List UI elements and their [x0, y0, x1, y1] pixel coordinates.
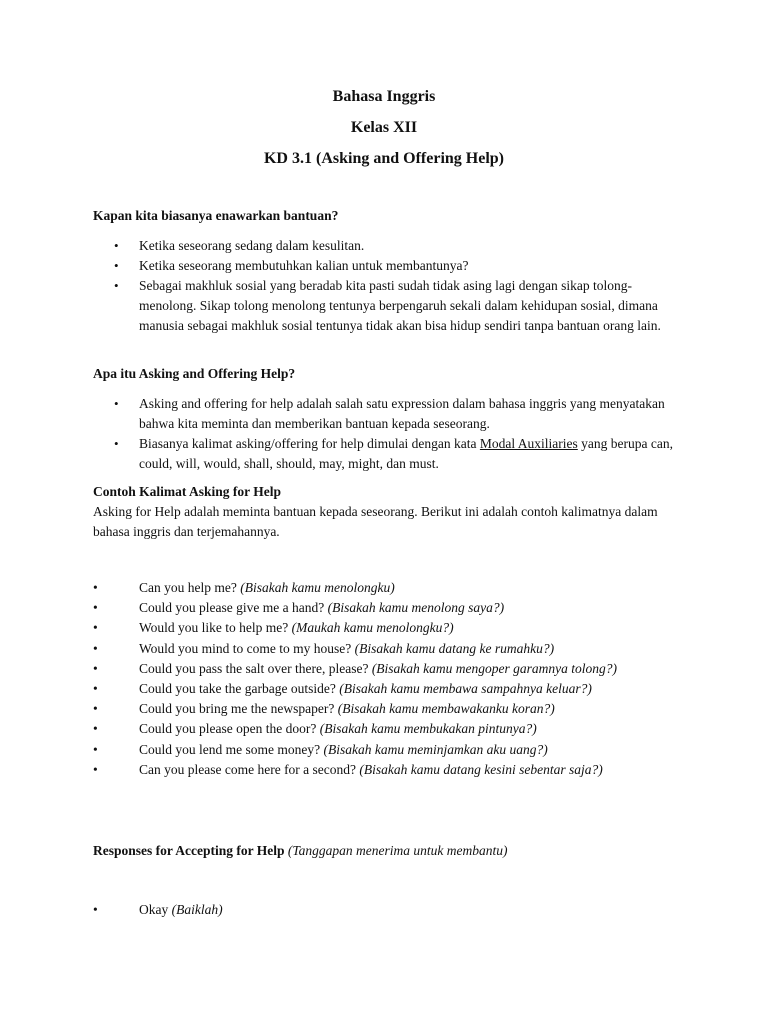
example-item: [93, 760, 673, 780]
example-item: [93, 618, 673, 638]
responses-block: [93, 900, 673, 920]
doc-title-subject: Bahasa Inggris: [332, 88, 436, 105]
section-what-is-asking-offering: [93, 364, 673, 474]
section-heading: Responses for Accepting for Help: [93, 843, 285, 858]
section-asking-examples: [93, 482, 673, 542]
example-item: [93, 679, 673, 699]
list-item: • Asking and offering for help adalah salah satu expression dalam bahasa inggris yang menyatakan bahwa kita meminta dan memberikan bantuan kepada seseorang.: [93, 394, 673, 434]
bullet-list: [93, 394, 673, 474]
example-item: [93, 719, 673, 739]
english-sentence: Would you like to help me?: [139, 620, 289, 636]
section-heading: Apa itu Asking and Offering Help?: [93, 366, 296, 381]
indonesian-translation: (Bisakah kamu menolong saya?): [327, 600, 505, 616]
english-sentence: Can you help me?: [139, 580, 237, 595]
english-sentence: Can you please come here for a second?: [139, 761, 357, 777]
english-sentence: Could you please give me a hand?: [139, 600, 325, 616]
english-sentence: Would you mind to come to my house?: [139, 640, 352, 656]
text-run: Biasanya kalimat asking/offering for help dimulai dengan kata: [139, 436, 480, 451]
english-sentence: Could you pass the salt over there, please?: [139, 660, 369, 676]
indonesian-translation: (Bisakah kamu membawakanku koran?): [337, 701, 555, 717]
examples-block: [93, 578, 673, 780]
list-item: [93, 434, 673, 474]
section-accepting-responses: [93, 841, 673, 861]
indonesian-translation: (Bisakah kamu meminjamkan aku uang?): [323, 741, 548, 757]
heading-translation: (Tanggapan menerima untuk membantu): [287, 843, 508, 858]
english-sentence: Could you please open the door?: [139, 721, 317, 737]
section-intro: Asking for Help adalah meminta bantuan kepada seseorang. Berikut ini adalah contoh kalimatnya dalam bahasa inggris dan terjemahannya.: [93, 504, 658, 539]
indonesian-translation: (Bisakah kamu membukakan pintunya?): [319, 721, 537, 737]
example-item: [93, 740, 673, 760]
example-item: [93, 639, 673, 659]
modal-auxiliaries-link[interactable]: Modal Auxiliaries: [479, 436, 578, 451]
list-item: • Ketika seseorang membutuhkan kalian untuk membantunya?: [93, 256, 673, 276]
doc-title-kd: KD 3.1 (Asking and Offering Help): [263, 150, 504, 167]
list-item: • Sebagai makhluk sosial yang beradab kita pasti sudah tidak asing lagi dengan sikap tolong-menolong. Sikap tolong menolong tentunya berpengaruh sekali dalam kehidupan sosial, dimana manusia sebagai makhluk sosial tentunya tidak akan bisa hidup sendiri tanpa bantuan orang lain.: [93, 276, 673, 336]
english-sentence: Okay: [139, 902, 169, 917]
indonesian-translation: (Bisakah kamu membawa sampahnya keluar?): [339, 681, 592, 697]
indonesian-translation: (Bisakah kamu mengoper garamnya tolong?): [371, 660, 618, 676]
example-item: [93, 900, 673, 920]
english-sentence: Could you bring me the newspaper?: [139, 701, 335, 717]
section-heading: Contoh Kalimat Asking for Help: [93, 484, 282, 499]
responses-list: [93, 900, 673, 920]
example-item: [93, 659, 673, 679]
indonesian-translation: (Maukah kamu menolongku?): [291, 620, 454, 636]
section-heading: Kapan kita biasanya enawarkan bantuan?: [93, 208, 339, 223]
example-item: [93, 699, 673, 719]
example-item: [93, 578, 673, 598]
text-run: yang berupa can, could, will, would, shall, should, may, might, dan must.: [139, 436, 673, 471]
indonesian-translation: (Bisakah kamu menolongku): [240, 580, 395, 595]
english-sentence: Could you take the garbage outside?: [139, 681, 336, 697]
indonesian-translation: (Baiklah): [171, 902, 223, 917]
indonesian-translation: (Bisakah kamu datang ke rumahku?): [354, 640, 555, 656]
example-item: [93, 598, 673, 618]
bullet-list: [93, 236, 673, 336]
section-when-offer-help: [93, 206, 673, 336]
english-sentence: Could you lend me some money?: [139, 741, 321, 757]
doc-title-class: Kelas XII: [350, 119, 418, 136]
list-item: • Ketika seseorang sedang dalam kesulitan.: [93, 236, 673, 256]
examples-list: [93, 578, 673, 780]
indonesian-translation: (Bisakah kamu datang kesini sebentar saja?): [359, 761, 603, 777]
responses-heading-line: [93, 841, 673, 861]
